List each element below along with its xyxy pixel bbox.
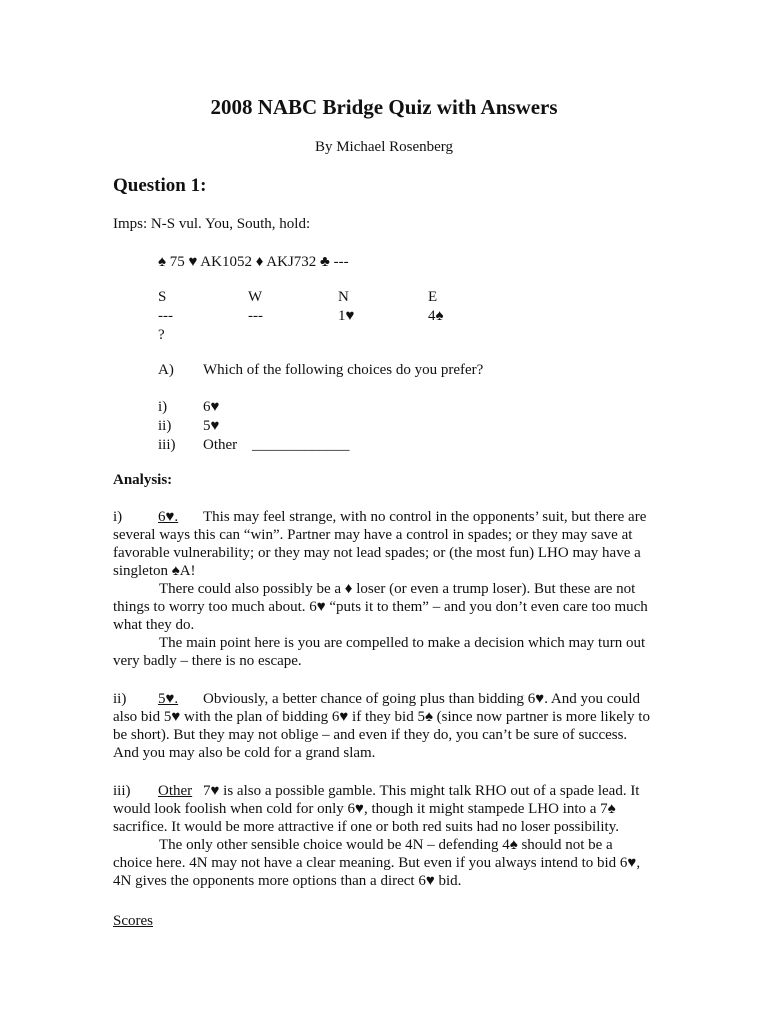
analysis-text: The only other sensible choice would be 4N – defending 4♠ should not be a choice here. 4N may not have a clear meaning. But even if you always intend to bid 6♥, 4N gives the opponents more options than a direct 6♥ bid. bbox=[113, 837, 641, 889]
analysis-text: This may feel strange, with no control in the opponents’ suit, but there are several ways this can “win”. Partner may have a control in spades; or they may save at favorable vulnerability; or they may not lead spades; or (the most fun) LHO may have a singleton ♠A! bbox=[113, 509, 647, 579]
auction-cell: --- bbox=[158, 308, 173, 324]
auction-header-east: E bbox=[428, 289, 438, 305]
choice-number: iii) bbox=[158, 437, 176, 453]
choice-text: Other bbox=[203, 437, 238, 453]
question-heading: Question 1: bbox=[113, 175, 207, 196]
analysis-block-ii bbox=[113, 690, 653, 762]
prompt-label: A) bbox=[158, 362, 174, 378]
analysis-text: 7♥ is also a possible gamble. This might talk RHO out of a spade lead. It would look foolish when cold for only 6♥, though it might stampede LHO into a 7♠ sacrifice. It would be more attractive if one or both red suits had no loser possibility. bbox=[113, 783, 640, 835]
auction-cell: --- bbox=[248, 308, 263, 324]
analysis-block-iii bbox=[113, 782, 653, 890]
analysis-heading: Analysis: bbox=[113, 472, 173, 488]
auction-cell: 4♠ bbox=[428, 308, 444, 324]
choice-number: ii) bbox=[158, 418, 172, 434]
setup-text: Imps: N-S vul. You, South, hold: bbox=[113, 216, 311, 232]
auction-header-west: W bbox=[248, 289, 263, 305]
choice-text: 5♥ bbox=[203, 418, 220, 434]
analysis-label: 6♥. bbox=[158, 509, 179, 525]
scores-heading: Scores bbox=[113, 913, 153, 929]
analysis-text: There could also possibly be a ♦ loser (or even a trump loser). But these are not things to worry too much about. 6♥ “puts it to them” – and you don’t even care too much what they do. bbox=[113, 581, 648, 633]
auction-cell: 1♥ bbox=[338, 308, 355, 324]
hand-holding: ♠ 75 ♥ AK1052 ♦ AKJ732 ♣ --- bbox=[158, 254, 349, 270]
analysis-number: iii) bbox=[113, 783, 131, 799]
prompt-text: Which of the following choices do you prefer? bbox=[203, 362, 484, 378]
analysis-block-i bbox=[113, 508, 653, 670]
analysis-number: i) bbox=[113, 509, 123, 525]
document-title: 2008 NABC Bridge Quiz with Answers bbox=[210, 95, 558, 119]
other-blank: _____________ bbox=[252, 437, 350, 453]
analysis-number: ii) bbox=[113, 691, 127, 707]
auction-cell: ? bbox=[158, 327, 165, 343]
analysis-label: Other bbox=[158, 783, 193, 799]
analysis-label: 5♥. bbox=[158, 691, 179, 707]
choice-number: i) bbox=[158, 399, 168, 415]
choice-text: 6♥ bbox=[203, 399, 220, 415]
auction-header-south: S bbox=[158, 289, 167, 305]
analysis-text: Obviously, a better chance of going plus than bidding 6♥. And you could also bid 5♥ with the plan of bidding 6♥ if they bid 5♠ (since now partner is more likely to be short). But they may not oblige – and even if they do, you can’t be sure of success. And you may also be cold for a grand slam. bbox=[113, 691, 650, 761]
analysis-text: The main point here is you are compelled to make a decision which may turn out very badly – there is no escape. bbox=[113, 635, 646, 669]
auction-header-north: N bbox=[338, 289, 349, 305]
author-byline: By Michael Rosenberg bbox=[314, 139, 454, 155]
